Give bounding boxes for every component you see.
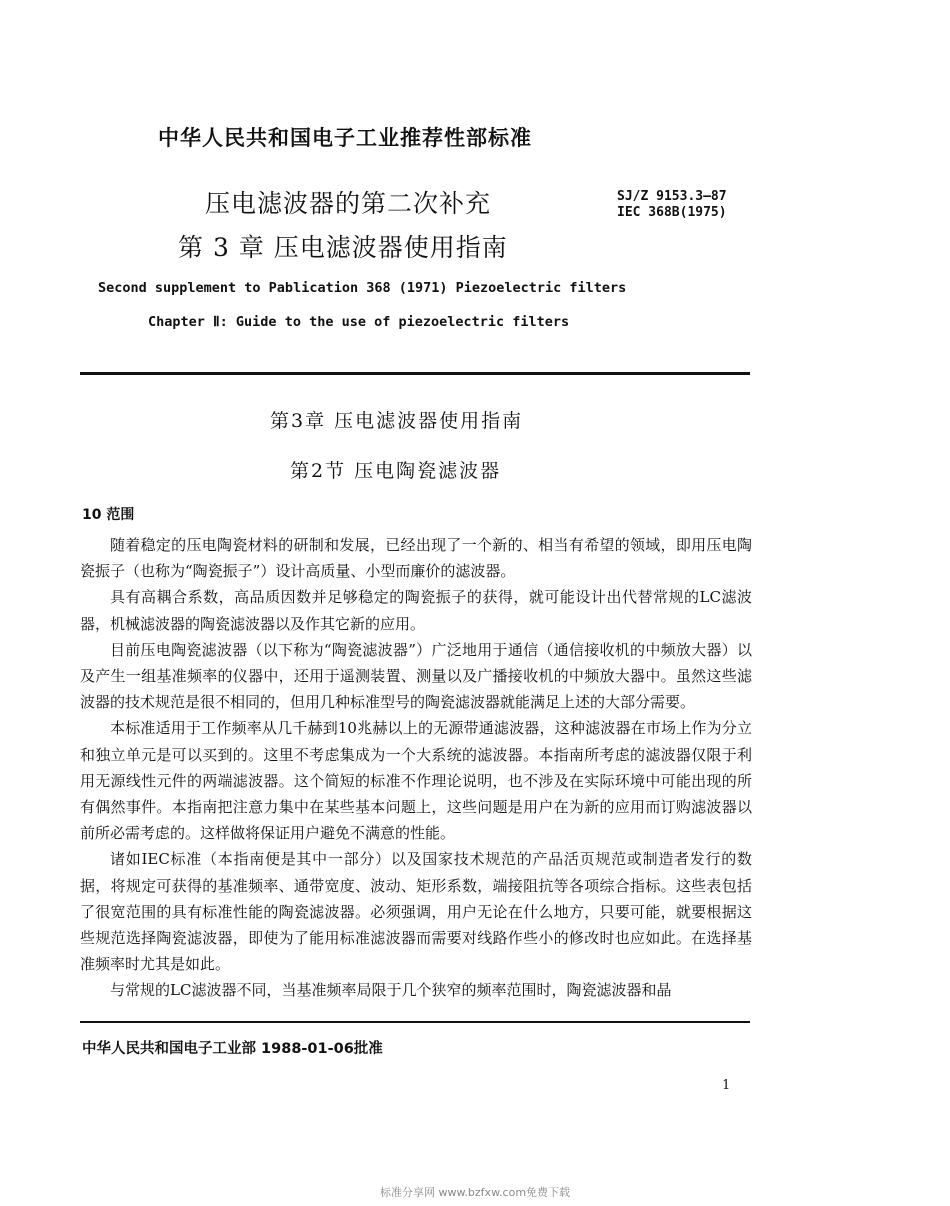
standard-category: 中华人民共和国电子工业推荐性部标准: [158, 126, 532, 150]
approval-line: 中华人民共和国电子工业部 1988-01-06批准: [82, 1041, 383, 1057]
standard-code-line-2: IEC 368B(1975): [617, 205, 727, 220]
title-line-2: 第 3 章 压电滤波器使用指南: [178, 233, 508, 262]
paragraph: 诸如IEC标准（本指南便是其中一部分）以及国家技术规范的产品活页规范或制造者发行的数据，将规定可获得的基准频率、通带宽度、波动、矩形系数，端接阻抗等各项综合指标。这些表包括了很宽范围的具有标准性能的陶瓷滤波器。必须强调，用户无论在什么地方，只要可能，就要根据这些规范选择陶瓷滤波器，即使为了能用标准滤波器而需要对线路作些小的修改时也应如此。在选择基准频率时尤其是如此。: [80, 850, 752, 974]
paragraph: 目前压电陶瓷滤波器（以下称为“陶瓷滤波器”）广泛地用于通信（通信接收机的中频放大器）以及产生一组基准频率的仪器中，还用于遥测装置、测量以及广播接收机的中频放大器中。虽然这些滤波器的技术规范是很不相同的，但用几种标准型号的陶瓷滤波器就能满足上述的大部分需要。: [80, 640, 752, 712]
paragraph: 本标准适用于工作频率从几千赫到10兆赫以上的无源带通滤波器，这种滤波器在市场上作为分立和独立单元是可以买到的。这里不考虑集成为一个大系统的滤波器。本指南所考虑的滤波器仅限于利用无源线性元件的两端滤波器。这个简短的标准不作理论说明，也不涉及在实际环境中可能出现的所有偶然事件。本指南把注意力集中在某些基本问题上，这些问题是用户在为新的应用而订购滤波器以前所必需考虑的。这样做将保证用户避免不满意的性能。: [80, 719, 752, 843]
english-chapter: Chapter Ⅱ: Guide to the use of piezoelectric filters: [148, 314, 570, 330]
paragraph: 与常规的LC滤波器不同，当基准频率局限于几个狭窄的频率范围时，陶瓷滤波器和晶: [110, 981, 672, 1000]
footer-divider: [80, 1021, 750, 1023]
paragraph: 随着稳定的压电陶瓷材料的研制和发展，已经出现了一个新的、相当有希望的领域，即用压电陶瓷振子（也称为“陶瓷振子”）设计高质量、小型而廉价的滤波器。: [80, 536, 752, 581]
english-title: Second supplement to Pablication 368 (1971) Piezoelectric filters: [98, 280, 627, 296]
scope-heading: 10 范围: [82, 507, 135, 523]
standard-code: [617, 189, 727, 221]
section-heading: 第2节 压电陶瓷滤波器: [290, 460, 502, 482]
chapter-heading: 第3章 压电滤波器使用指南: [270, 410, 524, 432]
standard-code-line-1: SJ/Z 9153.3—87: [617, 189, 727, 204]
body-text: [80, 532, 752, 1004]
paragraph: 具有高耦合系数，高品质因数并足够稳定的陶瓷振子的获得，就可能设计出代替常规的LC滤波器，机械滤波器的陶瓷滤波器以及作其它新的应用。: [80, 588, 752, 633]
watermark: 标准分享网 www.bzfxw.com免费下载: [379, 1186, 571, 1199]
page-number: 1: [722, 1078, 731, 1093]
header-divider: [80, 372, 750, 375]
title-line-1: 压电滤波器的第二次补充: [205, 189, 492, 218]
